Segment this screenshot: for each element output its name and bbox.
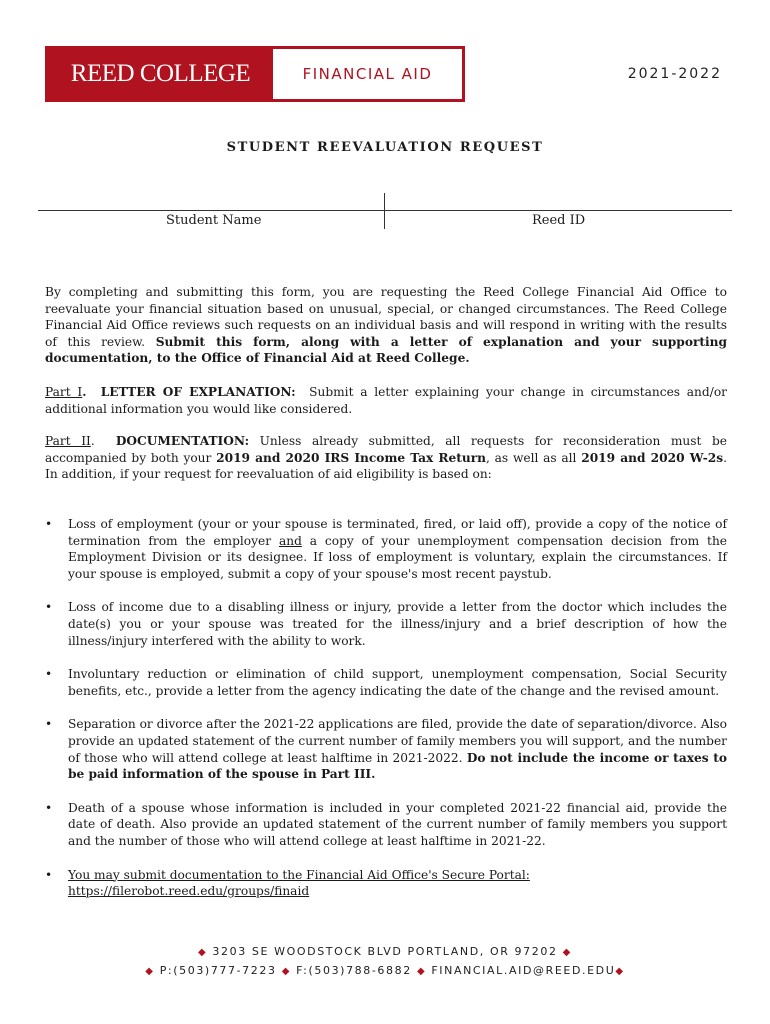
diamond-icon: ◆	[562, 947, 572, 958]
part2-text3: . In addition, if your request for reevaluation of aid eligibility is based on:	[45, 450, 727, 482]
part2-bold2: 2019 and 2020 W-2s	[581, 450, 724, 465]
intro-paragraph	[45, 284, 727, 367]
academic-year: 2021-2022	[627, 66, 722, 82]
list-item	[45, 800, 727, 850]
list-item	[45, 666, 727, 699]
bullet-icon: •	[45, 517, 53, 531]
part2-bold1: 2019 and 2020 IRS Income Tax Return	[216, 450, 487, 465]
signature-line	[38, 210, 732, 211]
header	[45, 46, 465, 102]
list-item	[45, 867, 727, 900]
footer-contact	[0, 964, 770, 977]
form-title: STUDENT REEVALUATION REQUEST	[226, 140, 544, 155]
logo-text: REED COLLEGE	[70, 60, 251, 87]
part1-text: Submit a letter explaining your change in circumstances and/or additional information you would like considered.	[45, 385, 727, 416]
footer-address	[0, 945, 770, 958]
logo-mark	[48, 49, 273, 99]
requirements-list	[45, 516, 727, 917]
part2-text1: Unless already submitted, all requests for reconsideration must be accompanied by both your	[45, 434, 728, 465]
diamond-icon: ◆	[281, 966, 291, 977]
diamond-icon: ◆	[145, 966, 155, 977]
diamond-icon: ◆	[198, 947, 208, 958]
part1-label: Part I	[45, 385, 83, 399]
fax-text: F:(503)788-6882	[296, 964, 412, 977]
intro-bold: Submit this form, along with a letter of explanation and your supporting documentation, to the Office of Financial Aid at Reed College.	[45, 334, 728, 366]
part2-text2: , as well as all	[486, 450, 577, 465]
bullet-and: and	[278, 533, 302, 548]
reed-id-label: Reed ID	[532, 213, 586, 228]
signature-divider	[384, 193, 385, 229]
bullet-text: a copy of your unemployment compensation decision from the Employment Division or its designee. If loss of employment is voluntary, explain the circumstances. If your spouse is employed, submit a copy of your spouse's most recent paystub.	[68, 533, 728, 581]
bullet-bold: Do not include the income or taxes to be paid information of the spouse in Part III.	[68, 750, 727, 782]
address-text: 3203 SE WOODSTOCK BLVD PORTLAND, OR 97202	[212, 945, 558, 958]
part1-heading: LETTER OF EXPLANATION:	[100, 385, 296, 399]
part2-label: Part II	[45, 434, 91, 448]
logo-subtitle: FINANCIAL AID	[302, 65, 433, 83]
secure-portal-link[interactable]: You may submit documentation to the Financial Aid Office's Secure Portal: https://filerobot.reed.edu/groups/finaid	[68, 867, 530, 899]
bullet-icon: •	[45, 717, 53, 732]
student-name-label: Student Name	[166, 213, 262, 228]
bullet-icon: •	[45, 667, 53, 682]
list-item	[45, 516, 727, 582]
bullet-text: Separation or divorce after the 2021-22 applications are filed, provide the date of separation/divorce. Also provide an updated statement of the current number of family members you will support, and the number of those who will attend college at least halftime in 2021-2022.	[68, 717, 727, 765]
bullet-text: Loss of income due to a disabling illness or injury, provide a letter from the doctor which includes the date(s) you or your spouse was treated for the illness/injury and a brief description of how the illness/injury interfered with the ability to work.	[68, 600, 727, 648]
list-item	[45, 716, 727, 782]
logo-box	[45, 46, 465, 102]
bullet-text: Loss of employment (your or your spouse is terminated, fired, or laid off), provide a copy of the notice of termination from the employer	[68, 517, 727, 548]
phone-text: P:(503)777-7223	[159, 964, 277, 977]
intro-text: By completing and submitting this form, you are requesting the Reed College Financial Aid Office to reevaluate your financial situation based on unusual, special, or changed circumstances. The Reed College Financial Aid Office reviews such requests on an individual basis and will respond in writing with the results of this review.	[45, 285, 727, 349]
bullet-icon: •	[45, 867, 53, 882]
part2-paragraph: Part II. DOCUMENTATION: Unless already submitted, all requests for reconsideration must be accompanied by both your 2019 and 2020 IRS Income Tax Return, as well as all 2019 and 2020 W-2s. In addition, if your request for reevaluation of aid eligibility is based on:	[45, 434, 728, 482]
bullet-text: Involuntary reduction or elimination of child support, unemployment compensation, Social Security benefits, etc., provide a letter from the agency indicating the date of the change and the revised amount.	[68, 667, 727, 698]
part1-paragraph: Part I. LETTER OF EXPLANATION: Submit a letter explaining your change in circumstances and/or additional information you would like considered.	[45, 385, 727, 416]
email-link[interactable]: FINANCIAL.AID@REED.EDU	[431, 964, 616, 977]
diamond-icon: ◆	[615, 966, 625, 977]
list-item	[45, 599, 727, 649]
part2-heading: DOCUMENTATION:	[115, 434, 250, 448]
bullet-text: Death of a spouse whose information is included in your completed 2021-22 financial aid, provide the date of death. Also provide an updated statement of the current number of family members you support and the number of those who will attend college at least halftime in 2021-22.	[68, 800, 727, 848]
diamond-icon: ◆	[416, 966, 427, 977]
bullet-icon: •	[45, 600, 53, 615]
bullet-icon: •	[45, 800, 53, 815]
